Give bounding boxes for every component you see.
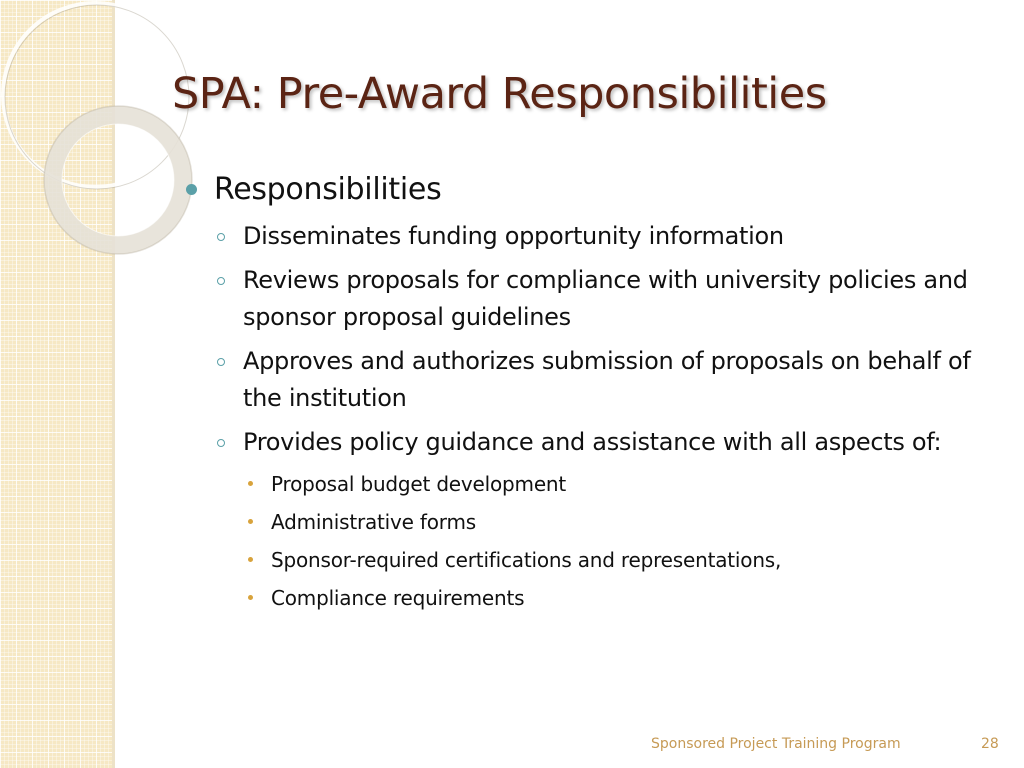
- bullet-level2-item: [190, 218, 990, 255]
- small-dot-bullet-icon: [248, 557, 253, 562]
- hollow-circle-bullet-icon: [217, 358, 225, 366]
- filled-dot-bullet-icon: [186, 184, 197, 195]
- hollow-circle-bullet-icon: [217, 233, 225, 241]
- bullet-text: Administrative forms: [271, 510, 476, 534]
- bullet-level2-item: [190, 343, 990, 417]
- bullet-text: Provides policy guidance and assistance with all aspects of:: [243, 428, 942, 456]
- footer-program-name: Sponsored Project Training Program: [651, 736, 901, 752]
- small-dot-bullet-icon: [248, 519, 253, 524]
- bullet-level3-item: [190, 506, 990, 538]
- bullet-level3-item: [190, 468, 990, 500]
- bullet-text: Reviews proposals for compliance with university policies and sponsor proposal guidelines: [243, 266, 968, 331]
- hollow-circle-bullet-icon: [217, 439, 225, 447]
- bullet-text: Approves and authorizes submission of proposals on behalf of the institution: [243, 347, 971, 412]
- slide-content: [190, 168, 990, 620]
- bullet-level3-item: [190, 544, 990, 576]
- bullet-level2-item: [190, 262, 990, 336]
- decorative-rings-icon: [0, 0, 200, 300]
- hollow-circle-bullet-icon: [217, 277, 225, 285]
- bullet-level3-item: [190, 582, 990, 614]
- slide-title: SPA: Pre-Award Responsibilities: [172, 69, 827, 119]
- small-dot-bullet-icon: [248, 595, 253, 600]
- bullet-text: Proposal budget development: [271, 472, 567, 496]
- bullet-level1-item: [190, 168, 990, 212]
- bullet-text: Disseminates funding opportunity information: [243, 222, 784, 250]
- page-number: 28: [981, 736, 999, 752]
- bullet-level2-item: [190, 424, 990, 461]
- bullet-text: Compliance requirements: [271, 586, 525, 610]
- bullet-text: Sponsor-required certifications and representations,: [271, 548, 782, 572]
- bullet-text: Responsibilities: [214, 172, 442, 207]
- small-dot-bullet-icon: [248, 481, 253, 486]
